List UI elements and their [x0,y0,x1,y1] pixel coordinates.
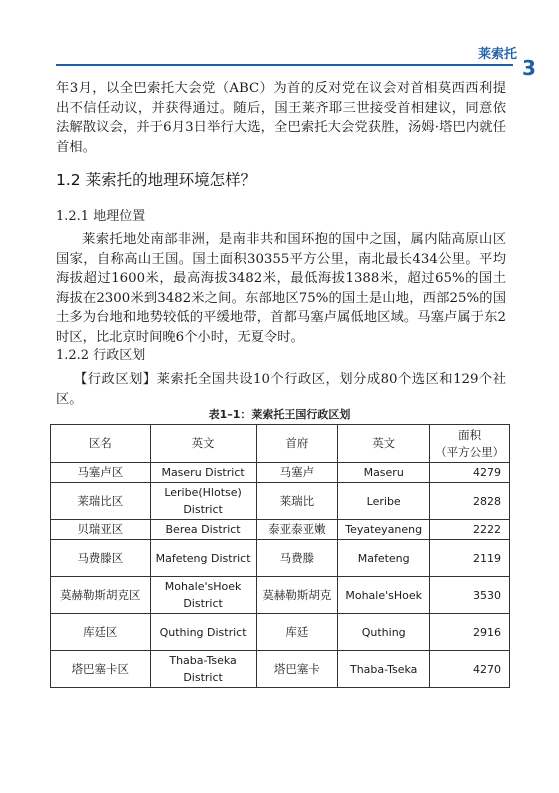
cell-capital: 马塞卢 [256,463,338,483]
cell-area: 3530 [430,577,510,614]
table-row [51,651,510,688]
header-english-capital: 英文 [338,425,430,463]
cell-district: 莫赫勒斯胡克区 [51,577,151,614]
cell-capital: 莫赫勒斯胡克 [256,577,338,614]
cell-capital: 莱瑞比 [256,483,338,520]
cell-area: 2916 [430,614,510,651]
table-row [51,520,510,540]
cell-district: 莱瑞比区 [51,483,151,520]
cell-capital-en: Mohale'sHoek [338,577,430,614]
cell-district-en: Leribe(Hlotse) District [150,483,256,520]
table-row [51,577,510,614]
table-caption: 表1–1：莱索托王国行政区划 [208,408,351,421]
header-area: 面积 （平方公里） [430,425,510,463]
subheading-location: 1.2.1 地理位置 [56,209,146,224]
cell-area: 4279 [430,463,510,483]
cell-district: 马费滕区 [51,540,151,577]
table-row [51,540,510,577]
header-english: 英文 [150,425,256,463]
cell-capital-en: Mafeteng [338,540,430,577]
cell-capital-en: Leribe [338,483,430,520]
cell-district-en: Mafeteng District [150,540,256,577]
cell-area: 4270 [430,651,510,688]
cell-district-en: Mohale'sHoek District [150,577,256,614]
header-title: 莱索托 [478,47,518,62]
header-capital: 首府 [256,425,338,463]
cell-capital-en: Maseru [338,463,430,483]
cell-district: 贝瑞亚区 [51,520,151,540]
cell-area: 2119 [430,540,510,577]
cell-capital-en: Teyateyaneng [338,520,430,540]
table-row [51,614,510,651]
table-row [51,483,510,520]
cell-district-en: Quthing District [150,614,256,651]
header-rule [56,64,513,66]
header-district: 区名 [51,425,151,463]
cell-district: 塔巴塞卡区 [51,651,151,688]
cell-district-en: Maseru District [150,463,256,483]
cell-district-en: Thaba-Tseka District [150,651,256,688]
table-row [51,463,510,483]
page-number: 3 [522,56,536,80]
paragraph-intro: 年3月，以全巴索托大会党（ABC）为首的反对党在议会对首相莫西西利提出不信任动议，并获得通过。随后，国王莱齐耶三世接受首相建议，同意依法解散议会，并于6月3日举行大选，全巴索托大会党获胜，汤姆·塔巴内就任首相。 [56,81,506,155]
subheading-divisions: 1.2.2 行政区划 [56,348,146,363]
cell-district-en: Berea District [150,520,256,540]
table-header-row [51,425,510,463]
cell-capital-en: Quthing [338,614,430,651]
cell-area: 2828 [430,483,510,520]
cell-capital: 泰亚泰亚嫩 [256,520,338,540]
cell-capital-en: Thaba-Tseka [338,651,430,688]
cell-capital: 库廷 [256,614,338,651]
cell-district: 马塞卢区 [51,463,151,483]
admin-table [50,424,510,688]
cell-area: 2222 [430,520,510,540]
cell-capital: 塔巴塞卡 [256,651,338,688]
paragraph-location: 莱索托地处南部非洲，是南非共和国环抱的国中之国，属内陆高原山区国家，自称高山王国。国土面积30355平方公里，南北最长434公里。平均海拔超过1600米，最高海拔3482米，最低海拔1388米，超过65%的国土海拔在2300米到3482米之间。东部地区75%的国土是山地，西部25%的国土多为台地和地势较低的平缓地带，首都马塞卢属低地区域。马塞卢属于东2时区，比北京时间晚6个小时，无夏令时。 [56,232,506,345]
section-heading: 1.2 莱索托的地理环境怎样？ [56,171,257,189]
paragraph-divisions: 【行政区划】莱索托全国共设10个行政区，划分成80个选区和129个社区。 [56,372,506,407]
cell-district: 库廷区 [51,614,151,651]
cell-capital: 马费滕 [256,540,338,577]
